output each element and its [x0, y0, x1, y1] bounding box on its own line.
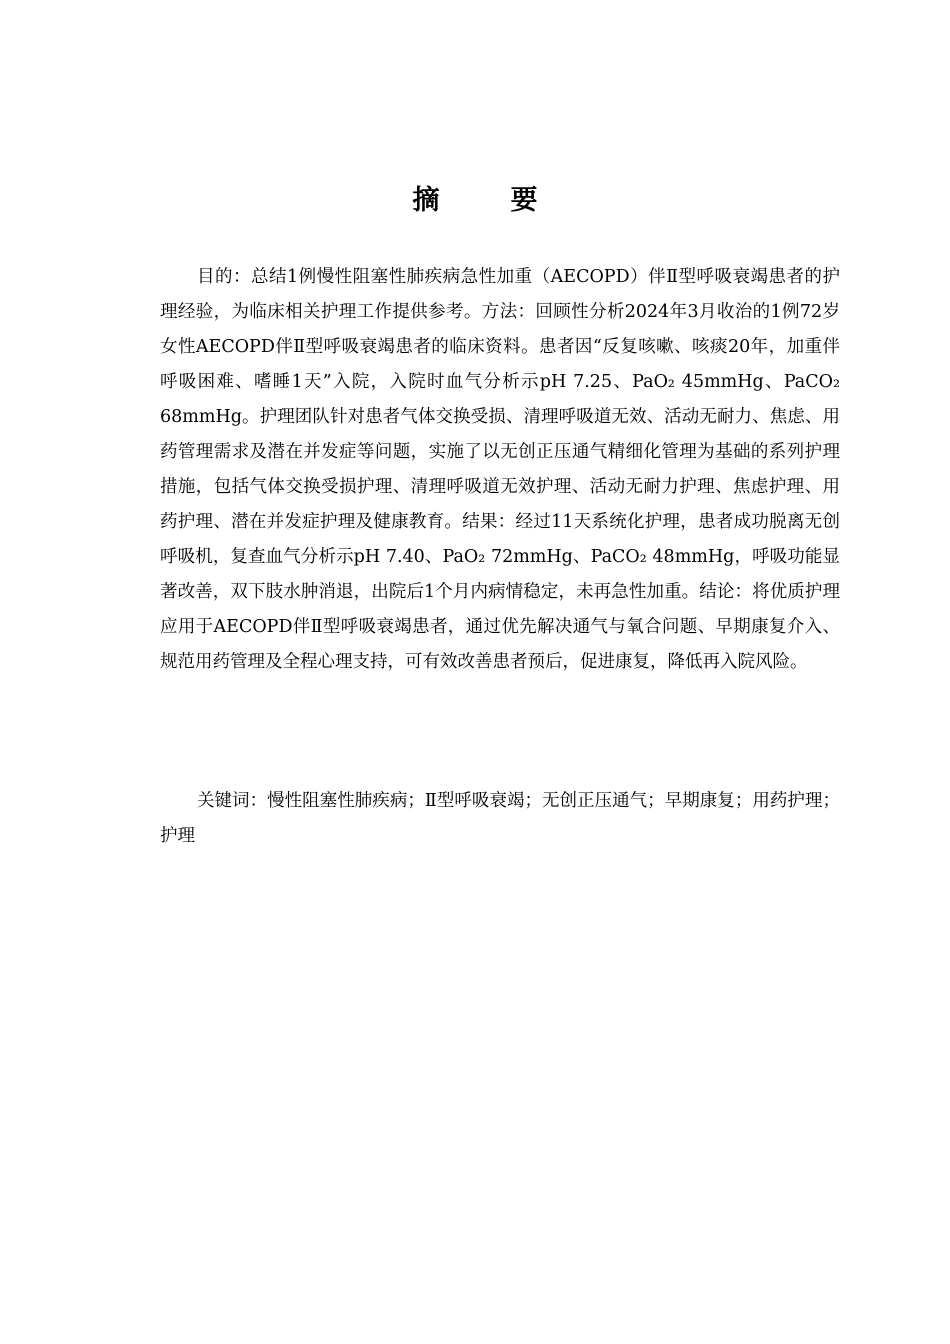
- keywords-label: 关键词：: [197, 791, 268, 811]
- keywords-text: 慢性阻塞性肺疾病；Ⅱ型呼吸衰竭；无创正压通气；早期康复；用药护理；护理: [160, 791, 840, 846]
- conclusion-text: 将优质护理应用于AECOPD伴Ⅱ型呼吸衰竭患者，通过优先解决通气与氧合问题、早期康复介入、规范用药管理及全程心理支持，可有效改善患者预后，促进康复，降低再入院风险。: [160, 582, 840, 672]
- objective-label: 目的：: [197, 267, 252, 287]
- keywords-paragraph: [160, 784, 840, 854]
- method-text: 回顾性分析2024年3月收治的1例72岁女性AECOPD伴Ⅱ型呼吸衰竭患者的临床资料。患者因“反复咳嗽、咳痰20年，加重伴呼吸困难、嗜睡1天”入院，入院时血气分析示pH 7.25、PaO₂ 45mmHg、PaCO₂ 68mmHg。护理团队针对患者气体交换受损、清理呼吸道无效、活动无耐力、焦虑、用药管理需求及潜在并发症等问题，实施了以无创正压通气精细化管理为基础的系列护理措施，包括气体交换受损护理、清理呼吸道无效护理、活动无耐力护理、焦虑护理、用药护理、潜在并发症护理及健康教育。: [160, 302, 841, 532]
- abstract-paragraph: [160, 260, 840, 680]
- objective-text: 总结1例慢性阻塞性肺疾病急性加重（AECOPD）伴Ⅱ型呼吸衰竭患者的护理经验，为临床相关护理工作提供参考。: [160, 267, 841, 322]
- page-title: 摘 要: [412, 185, 560, 216]
- method-label: 方法：: [481, 302, 536, 322]
- conclusion-label: 结论：: [699, 582, 753, 602]
- result-label: 结果：: [462, 512, 516, 532]
- result-text: 经过11天系统化护理，患者成功脱离无创呼吸机，复查血气分析示pH 7.40、PaO₂ 72mmHg、PaCO₂ 48mmHg，呼吸功能显著改善，双下肢水肿消退，出院后1个月内病情稳定，未再急性加重。: [160, 512, 841, 602]
